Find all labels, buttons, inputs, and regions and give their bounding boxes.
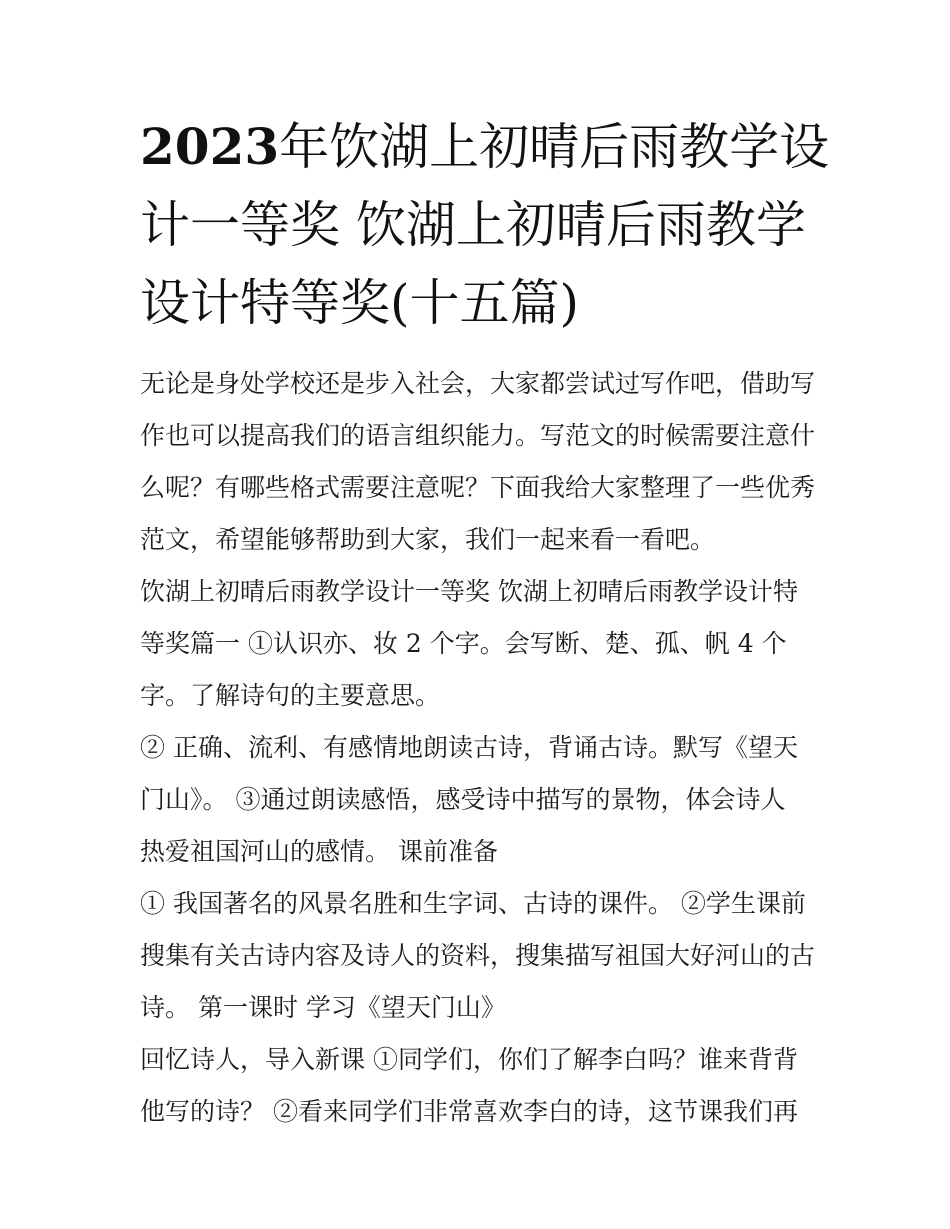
body-line: 饮湖上初晴后雨教学设计一等奖 饮湖上初晴后雨教学设计特: [140, 577, 798, 606]
body-line: 字。了解诗句的主要意思。: [140, 681, 441, 710]
title-text: 设计特等奖(十五篇): [140, 274, 580, 332]
body-line: 回忆诗人，导入新课 ①同学们，你们了解李白吗？谁来背背: [140, 1045, 798, 1074]
body-line: 热爱祖国河山的感情。 课前准备: [140, 837, 498, 866]
title-text: 计一等奖 饮湖上初晴后雨教学: [140, 196, 806, 254]
body-line: 搜集有关古诗内容及诗人的资料，搜集描写祖国大好河山的古: [140, 941, 816, 970]
body-line: 他写的诗？ ②看来同学们非常喜欢李白的诗，这节课我们再: [140, 1097, 798, 1126]
body-line: 无论是身处学校还是步入社会，大家都尝试过写作吧，借助写: [140, 369, 816, 398]
title-line-2: [140, 186, 820, 264]
title-year: 2023: [140, 117, 280, 176]
title-line-1: [140, 108, 830, 186]
title-text: 年饮湖上初晴后雨教学设: [279, 118, 830, 176]
title-line-3: [140, 264, 820, 342]
body-line: ② 正确、流利、有感情地朗读古诗，背诵古诗。默写《望天: [140, 733, 798, 762]
document-title: [140, 108, 830, 342]
body-line: 作也可以提高我们的语言组织能力。写范文的时候需要注意什: [140, 421, 816, 450]
body-line: 门山》。 ③通过朗读感悟，感受诗中描写的景物，体会诗人: [140, 785, 786, 814]
body-line: 等奖篇一 ①认识亦、妆 2 个字。会写断、楚、孤、帆 4 个: [140, 629, 787, 658]
body-line: 范文，希望能够帮助到大家，我们一起来看一看吧。: [140, 525, 716, 554]
body-line: ① 我国著名的风景名胜和生字词、古诗的课件。 ②学生课前: [140, 889, 806, 918]
body-line: 诗。 第一课时 学习《望天门山》: [140, 993, 506, 1022]
body-line: 么呢？有哪些格式需要注意呢？下面我给大家整理了一些优秀: [140, 473, 816, 502]
document-body: [140, 358, 830, 1138]
